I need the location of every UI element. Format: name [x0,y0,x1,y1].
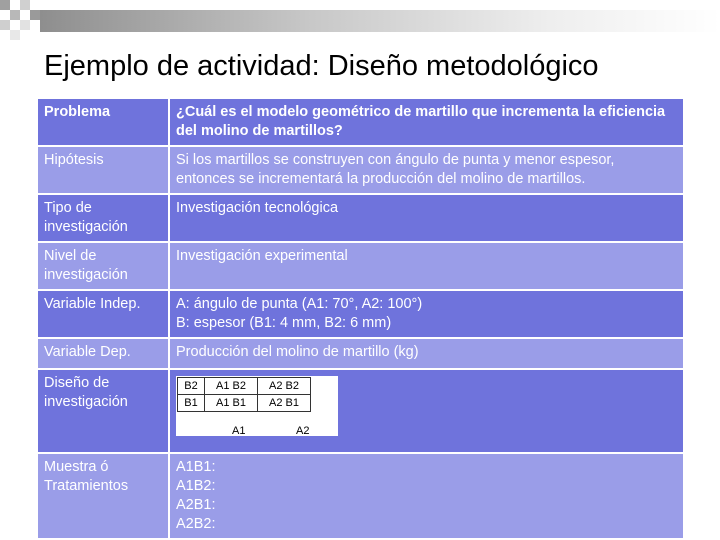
table-row [37,290,684,338]
row-value [169,290,684,338]
row-label: Diseño de investigación [37,369,169,453]
matrix-col-label: A2 [296,425,310,437]
table-row [37,242,684,290]
row-value: Si los martillos se construyen con ángulo de punta y menor espesor, entonces se incrementará la producción del molino de martillos. [169,146,684,194]
table-row [37,369,684,453]
row-label: Hipótesis [37,146,169,194]
design-matrix-grid [177,377,311,412]
header-gradient-bar [40,10,720,32]
table-row [37,146,684,194]
matrix-cell: A1 B2 [205,378,258,395]
row-label: Problema [37,98,169,146]
matrix-row-label: B2 [178,378,205,395]
row-label: Nivel de investigación [37,242,169,290]
table-row [37,194,684,242]
value-line: B: espesor (B1: 4 mm, B2: 6 mm) [176,315,392,331]
value-line: A1B2: [176,478,216,494]
table-row [37,338,684,369]
row-value [169,369,684,453]
methodology-table [36,97,685,540]
table-row [37,453,684,539]
row-value [169,453,684,539]
value-line: A1B1: [176,459,216,475]
matrix-col-label: A1 [232,425,246,437]
row-value: Producción del molino de martillo (kg) [169,338,684,369]
row-value: ¿Cuál es el modelo geométrico de martillo que incrementa la eficiencia del molino de martillos? [169,98,684,146]
row-label: Variable Dep. [37,338,169,369]
matrix-cell: A2 B1 [258,395,311,412]
row-value: Investigación experimental [169,242,684,290]
matrix-cell: A2 B2 [258,378,311,395]
value-line: A2B2: [176,516,216,532]
matrix-row-label: B1 [178,395,205,412]
table-row [37,98,684,146]
row-label: Variable Indep. [37,290,169,338]
row-value: Investigación tecnológica [169,194,684,242]
row-label: Muestra ó Tratamientos [37,453,169,539]
slide-title: Ejemplo de actividad: Diseño metodológico [44,50,599,82]
value-line: A2B1: [176,497,216,513]
value-line: A: ángulo de punta (A1: 70°, A2: 100°) [176,296,423,312]
row-label: Tipo de investigación [37,194,169,242]
design-matrix [176,376,338,436]
matrix-cell: A1 B1 [205,395,258,412]
